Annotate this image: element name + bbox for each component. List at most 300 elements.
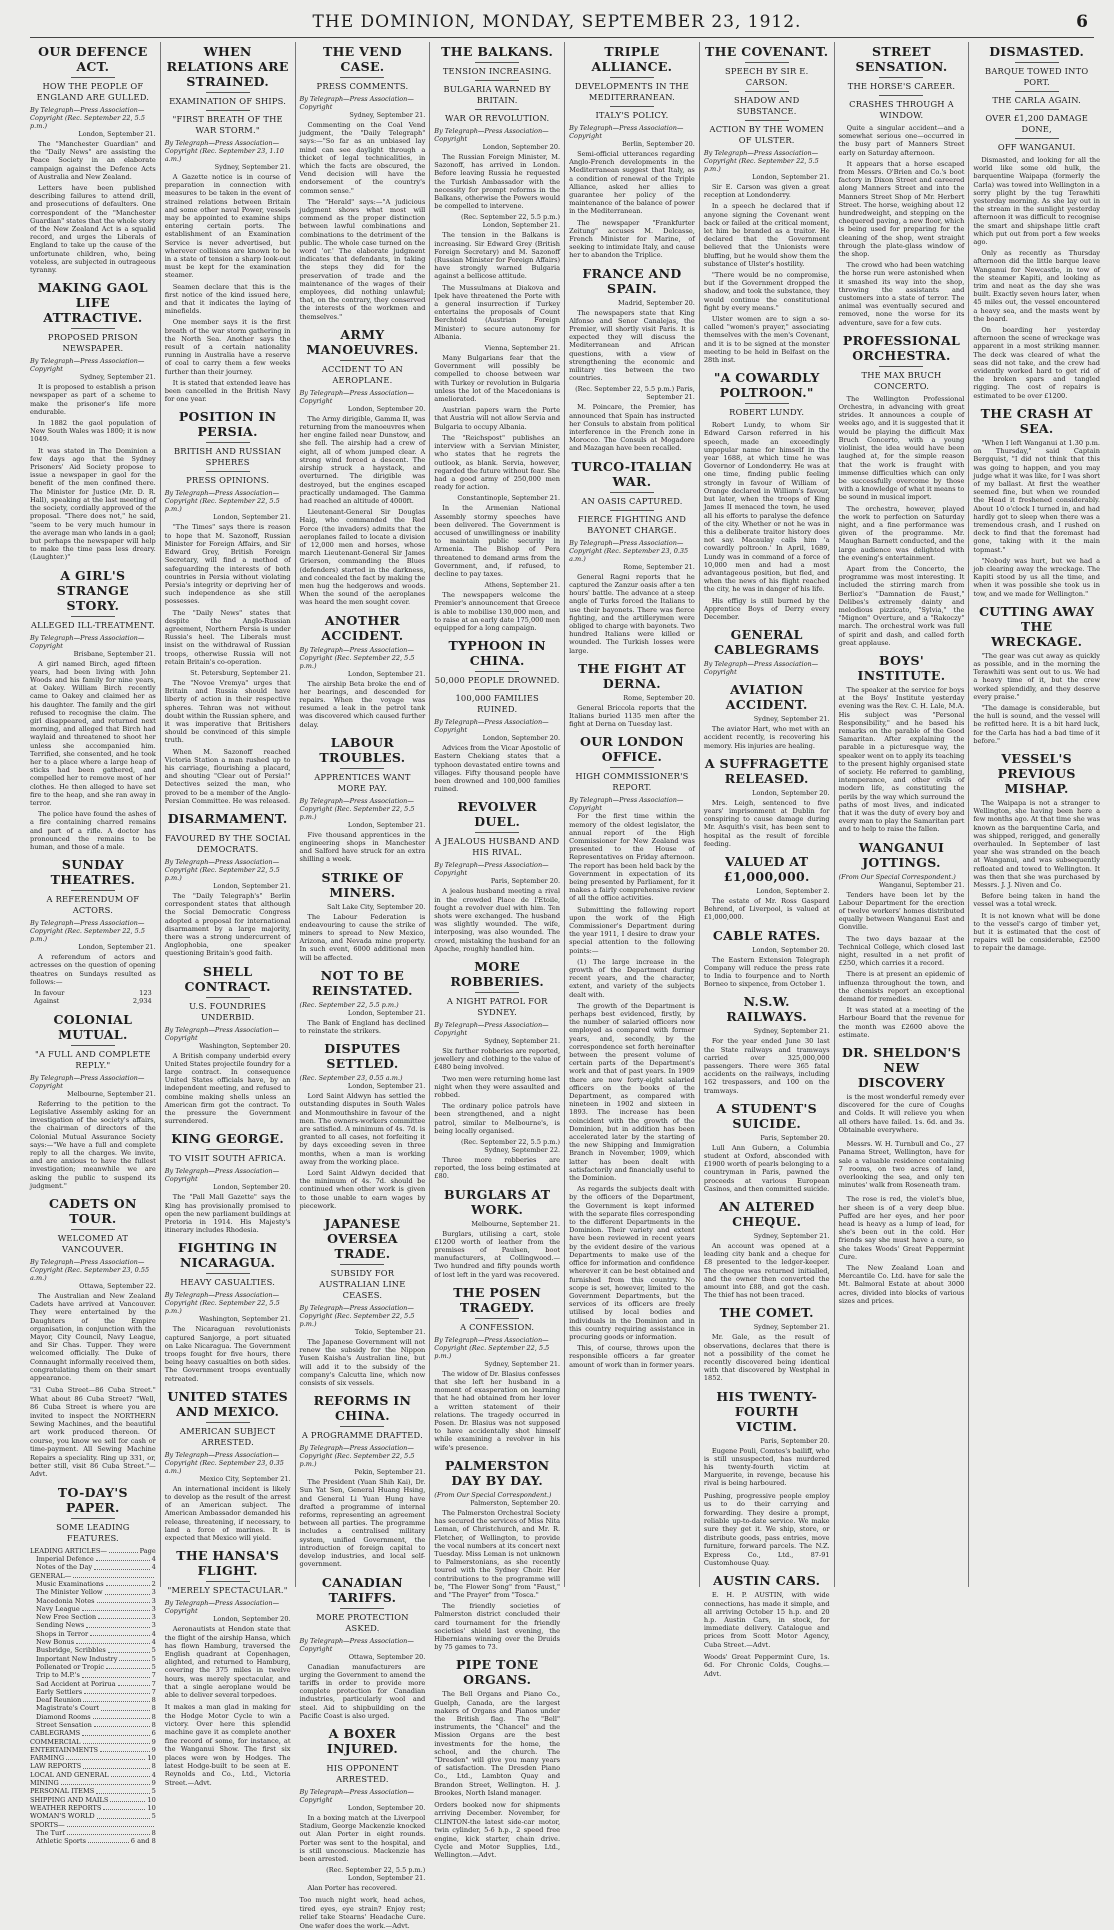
index-leader bbox=[76, 1638, 149, 1644]
contents-index bbox=[30, 1547, 156, 1846]
subheadline: BARQUE TOWED INTO PORT. bbox=[985, 66, 1089, 87]
index-page: 6 and 8 bbox=[130, 1837, 156, 1846]
headline: WANGANUI JOTTINGS. bbox=[858, 839, 945, 870]
paragraph: Lieutenant-General Sir Douglas Haig, who commanded the Red Force (the invaders) admits that the aeroplanes failed to locate a division of 12,000 men and horses, whose march Lieutenant-General Sir James Grierson, commanding the Blues (defenders) started in the darkness, and concealed the fact by making the men hug the hedgerows and woods. When the sound of the aeroplanes was heard the men sought cover. bbox=[299, 508, 426, 607]
divider bbox=[475, 832, 519, 833]
headline: SUNDAY THEATRES. bbox=[50, 857, 136, 888]
headline: KING GEORGE. bbox=[171, 1131, 285, 1147]
paragraph: The Palmerston Orchestral Society has secured the services of Miss Nita Leman, of Christchurch, and Mr. R. Fletcher, of Wellington, to provide the vocal numbers at its concert next Tuesday. Miss Leman is not unknown to Palmerstonians, as she recently toured with the Sydney Choir. Her contributions to the programme will be, "The Flower Song" from "Faust," and "The Prayer" from "Tosca." bbox=[434, 1508, 561, 1599]
subheadline: "MERELY SPECTACULAR." bbox=[167, 1585, 288, 1596]
index-item bbox=[30, 1837, 156, 1845]
article bbox=[434, 1458, 560, 1651]
divider bbox=[879, 366, 923, 367]
index-leader bbox=[103, 1804, 145, 1810]
paragraph: It was stated at a meeting of the Harbour Board that the revenue for the month was £2600 above the estimate. bbox=[838, 1006, 965, 1039]
divider bbox=[206, 110, 250, 111]
paragraph: "The damage is considerable, but the hull is sound, and the vessel will be refitted here. It is a bit hard luck, for the Carla has had a bad time of it before." bbox=[973, 703, 1100, 745]
article bbox=[839, 840, 965, 1039]
headline: PALMERSTON DAY BY DAY. bbox=[444, 1457, 550, 1488]
subheadline: 50,000 PEOPLE DROWNED. bbox=[434, 675, 560, 686]
article bbox=[30, 1485, 156, 1846]
article bbox=[165, 1240, 291, 1382]
paragraph: The "Pall Mall Gazette" says the King has provisionally promised to open the new parliament buildings at Pretoria in 1914. His Majesty's itinerary includes Rhodesia. bbox=[164, 1193, 291, 1235]
headline: THE CRASH AT SEA. bbox=[980, 405, 1093, 436]
dateline: Paris, September 20. bbox=[490, 877, 561, 886]
index-item bbox=[30, 1804, 156, 1812]
article bbox=[434, 1187, 560, 1279]
index-label: Early Settlers bbox=[36, 1687, 83, 1696]
index-item bbox=[30, 1646, 156, 1654]
paragraph: Apart from the Concerto, the programme was most interesting. It included the stirring march from Berlioz's "Damnation de Faust," Delibes's extremely dainty and melodious pizzicato, "Sylvia," the "Mignon" Overture, and a "Rakoczy" march. The orchestral work was full of spirit and dash, and called forth great applause. bbox=[838, 564, 965, 647]
byline: By Telegraph—Press Association—Copyright (Rec. September 22, 5.5 p.m.) bbox=[299, 1444, 415, 1469]
dateline: Mexico City, September 21. bbox=[199, 1474, 291, 1483]
headline: THE POSEN TRAGEDY. bbox=[453, 1284, 542, 1315]
headline: A SUFFRAGETTE RELEASED. bbox=[704, 755, 829, 786]
index-item bbox=[30, 1605, 156, 1613]
index-item bbox=[30, 1771, 156, 1779]
divider bbox=[1015, 91, 1059, 92]
byline: By Telegraph—Press Association—Copyright (Rec. September 22, 5.5 p.m.) bbox=[164, 489, 280, 514]
divider bbox=[610, 492, 654, 493]
paragraph: "The gear was cut away as quickly as possible, and in the morning the Terawhiti was sent out to us. We had a heavy time of it, but the crew worked splendidly, and they deserve every praise." bbox=[973, 651, 1100, 701]
byline: By Telegraph—Press Association—Copyright bbox=[164, 1599, 280, 1616]
subheadline: OVER £1,200 DAMAGE DONE, bbox=[985, 113, 1089, 134]
index-item bbox=[30, 1621, 156, 1629]
index-leader bbox=[101, 1704, 150, 1710]
index-item bbox=[30, 1655, 156, 1663]
column-8 bbox=[969, 42, 1104, 1587]
paragraph: The Eastern Extension Telegraph Company will reduce the press rate to India to fourpence and to North Borneo to sixpence, from October 1. bbox=[703, 955, 830, 989]
subheadline: AN OASIS CAPTURED. bbox=[581, 495, 683, 506]
index-label: Sad Accident at Porirua bbox=[36, 1679, 116, 1688]
paragraph: Letters have been published describing failures to attend drill, and prosecutions of defaulters. One correspondent of the "Manchester Guardian" states that the whole story of the New Zealand Act is a squalid record, and urges the Liberals of England to take up the cause of the unfortunate children, who, being voteless, are subjected in outrageous tyranny. bbox=[30, 184, 156, 275]
headline: DISPUTES SETTLED. bbox=[324, 1041, 401, 1072]
column-2 bbox=[161, 42, 296, 1787]
index-item bbox=[30, 1713, 156, 1721]
paragraph: Canadian manufacturers are urging the Government to amend the tariffs in order to provide more complete protection for Canadian industries, particularly wool and steel. Aid to shipbuilding on the Pacific Coast is also urged. bbox=[299, 1662, 426, 1720]
paragraph: A girl named Birch, aged fifteen years, had been living with John Woods and his family for nine years, at Oakey. William Birch recently came to Oakey and claimed her as his daughter. The family and the girl refused to recognise the claim. The girl disappeared, and returned next morning, and alleged that Birch had waylaid and threatened to shoot her unless she accompanied him. Terrified, she consented, and he took her to a place where a large heap of sticks had been gathered, and compelled her to remove most of her clothes. He then alleged to have set fire to the heap, and she ran away in terror. bbox=[30, 659, 156, 807]
paragraph: The Japanese Government will not renew the subsidy for the Nippon Yusen Kaisha's Australian line, but will add it to the subsidy of the company's Calcutta line, which now consists of six vessels. bbox=[299, 1338, 426, 1388]
paragraph: M. Poincare, the Premier, has announced that Spain has instructed her Consuls to abstain from political interference in the French zone in Morocco. The Consuls at Mogadore and Mazagan have been recalled. bbox=[569, 403, 695, 453]
paragraph: The airship Beta broke the end of her bearings, and descended for repairs. When the voyage was resumed a leak in the petrol tank was discovered which caused further delay. bbox=[299, 679, 426, 729]
subheadline: A NIGHT PATROL FOR SYDNEY. bbox=[446, 996, 548, 1017]
divider bbox=[340, 1759, 384, 1760]
divider bbox=[745, 91, 789, 92]
index-label: Shops in Terror bbox=[36, 1629, 89, 1638]
advertisement: Orders booked now for shipments arriving December. November, for CLINTON-the latest side-car motor, twin cylinder, 5-6 h.p., 2 speed free engine, kick starter, chain drive. Cycle and Motor Supplies, Ltd., Wellington.—Advt. bbox=[434, 1800, 561, 1860]
paragraph: The "Novoe Vremya" urges that Britain and Russia should have liberty of action in their respective spheres. Tehran was not without doubt within the Russian sphere, and it was imperative that Britishers should be convinced of this simple truth. bbox=[164, 678, 291, 745]
headline: A STUDENT'S SUICIDE. bbox=[716, 1100, 817, 1131]
headline: N.S.W. RAILWAYS. bbox=[726, 994, 808, 1025]
index-page: 3 bbox=[151, 1604, 156, 1613]
dateline: Sydney, September 21. bbox=[753, 1323, 830, 1332]
headline: DR. SHELDON'S NEW DISCOVERY bbox=[841, 1045, 961, 1091]
index-page: 10 bbox=[147, 1754, 156, 1763]
dateline: London, September 20. bbox=[752, 788, 830, 797]
article bbox=[30, 568, 156, 852]
article bbox=[704, 1305, 830, 1382]
dateline: Athens, September 21. bbox=[484, 581, 561, 590]
vote-row bbox=[30, 997, 156, 1005]
divider bbox=[610, 77, 654, 78]
paragraph: (1) The large increase in the growth of the Department during recent years, and the character, extent, and variety of the subjects dealt with. bbox=[569, 957, 695, 999]
article bbox=[704, 854, 830, 922]
headline: OUR LONDON OFFICE. bbox=[580, 734, 684, 765]
divider bbox=[1015, 109, 1059, 110]
article bbox=[569, 661, 695, 729]
headline: OUR DEFENCE ACT. bbox=[38, 44, 148, 74]
article bbox=[165, 964, 291, 1126]
paragraph: In a speech he declared that if anyone signing the Covenant went back or failed at the critical moment, let him be branded as a traitor. He declared that the Government believed that the Unionists were bluffing, but he would show them the substance of Ulster's hostility. bbox=[703, 202, 830, 268]
index-leader bbox=[111, 1771, 150, 1777]
article bbox=[704, 1199, 830, 1299]
index-item bbox=[30, 1779, 156, 1787]
index-page: 9 bbox=[151, 1745, 156, 1754]
dateline: Sydney, September 21. bbox=[753, 1232, 830, 1241]
divider bbox=[475, 109, 519, 110]
index-label: SPORTS— bbox=[30, 1820, 65, 1829]
byline: By Telegraph—Press Association—Copyright (Rec. September 22, 5.5 p.m.) bbox=[299, 796, 415, 821]
headline: THE HANSA'S FLIGHT. bbox=[176, 1548, 280, 1579]
divider bbox=[340, 768, 384, 769]
dateline: London, September 20. bbox=[482, 143, 561, 151]
headline: CADETS ON TOUR. bbox=[49, 1196, 137, 1227]
index-page: 3 bbox=[151, 1588, 156, 1597]
index-leader bbox=[93, 1713, 150, 1719]
dateline: St. Petersburg, September 21. bbox=[190, 668, 291, 677]
dateline: Sydney, September 21. bbox=[349, 111, 426, 119]
paragraph: One member says it is the first breath of the war storm gathering in the North Sea. Another says the result of a certain nationality running in Australia have a reserve of coal to carry them a few weeks further than their journey. bbox=[164, 318, 291, 376]
subheadline: FAVOURED BY THE SOCIAL DEMOCRATS. bbox=[164, 832, 291, 854]
masthead-title: THE DOMINION, MONDAY, SEPTEMBER 23, 1912. bbox=[312, 12, 802, 32]
byline: By Telegraph—Press Association—Copyright bbox=[569, 124, 684, 140]
index-label: Deaf Reunion bbox=[36, 1696, 82, 1705]
paragraph: It was stated in The Dominion a few days ago that the Sydney Prisoners' Aid Society propose to issue a newspaper in gaol for the benefit of the men confined there. The Minister for Justice (Mr. D. R. Hall), speaking at the last meeting of the society, cordially approved of the proposal. "There does not," he said, "seem to be very much humour in the average man who lands in a gaol; but perhaps the newspaper will help to make the time pass less dreary. (Laughter.)" bbox=[30, 446, 156, 562]
article bbox=[165, 409, 291, 805]
index-page: 4 bbox=[151, 1555, 156, 1564]
page-number: 6 bbox=[1076, 12, 1088, 32]
paragraph: Alan Porter has recovered. bbox=[307, 1884, 398, 1893]
paragraph: In a boxing match at the Liverpool Stadium, George Mackenzie knocked out Alan Porter in eight rounds. Porter was sent to the hospital, and is still unconscious. Mackenzie has been arrested. bbox=[299, 1813, 426, 1863]
paragraph: Three more robberies are reported, the loss being estimated at £80. bbox=[434, 1156, 561, 1181]
divider bbox=[745, 120, 789, 121]
paragraph: "Nobody was hurt, but we had a job clearing away the wreckage. The Kapiti stood by us all the time, and when it was possible she took us in tow, and we made for Wellington." bbox=[973, 556, 1100, 598]
dateline: Melbourne, September 21. bbox=[67, 1089, 156, 1098]
paragraph: Mr. Gale, as the result of observations, declares that there is not a possibility of the comet he recently discovered being identical with that discovered by Westphal in 1852. bbox=[703, 1333, 830, 1383]
subheadline: DEVELOPMENTS IN THE MEDITERRANEAN. bbox=[574, 81, 689, 102]
paragraph: An international incident is likely to develop as the result of the arrest of an American subject. The American Ambassador demanded his release, threatening, if necessary, to land a force of marines. It is expected that Mexico will yield. bbox=[164, 1484, 291, 1543]
paragraph: Submitting the following report upon the work of the High Commissioner's Department during the year 1911, I desire to draw your special attention to the following points:— bbox=[569, 905, 695, 955]
paragraph: Sir E. Carson was given a great reception at Londonderry. bbox=[703, 183, 830, 200]
index-item bbox=[30, 1580, 156, 1588]
paragraph: It is proposed to establish a prison newspaper as part of a scheme to make the prisoner's life more endurable. bbox=[30, 383, 156, 416]
article bbox=[300, 968, 426, 1035]
column-6 bbox=[700, 42, 835, 1678]
column-3 bbox=[296, 42, 431, 1930]
index-leader bbox=[118, 1680, 150, 1686]
headline: JAPANESE OVERSEA TRADE. bbox=[324, 1216, 401, 1262]
index-label: Music Examinations bbox=[36, 1579, 104, 1588]
paragraph: E. H. P. AUSTIN, with wide connections, has made it simple, and all arriving October 15 h.p. and 20 h.p. Austin Cars, in stock, for immediate delivery. Catalogue and prices from Scott Motor Agency, Cuba Street.—Advt. bbox=[703, 1591, 830, 1649]
byline: By Telegraph—Press Association—Copyright bbox=[299, 388, 414, 405]
paragraph: The newspapers state that King Alfonso and Senor Canalejas, the Premier, will shortly visit Paris. It is expected they will discuss the Mediterranean and African questions, with a view of strengthening the economic and military ties between the two countries. bbox=[569, 308, 695, 383]
article bbox=[839, 333, 965, 647]
article bbox=[839, 1140, 965, 1189]
article bbox=[839, 1045, 965, 1134]
index-leader bbox=[106, 1663, 149, 1669]
dateline: London, September 20. bbox=[347, 404, 426, 413]
advertisement: "31 Cuba Street—86 Cuba Street." What about 86 Cuba Street? "Well, 86 Cuba Street is where you are invited to inspect the NORTHERN Sewing Machines, and the beautiful art work produced thereon. Of course, you know we sell for cash or time-payment. All Sewing Machine Repairs a speciality. Ring up 331, or, better still, visit 86 Cuba Street."—Advt. bbox=[30, 1386, 156, 1479]
byline: By Telegraph—Press Association—Copyright bbox=[299, 1636, 414, 1653]
subheadline: SUBSIDY FOR AUSTRALIAN LINE CEASES. bbox=[319, 1268, 406, 1301]
dateline: (Rec. September 22, 5.5 p.m.) London, September 21. bbox=[326, 1866, 426, 1883]
index-leader bbox=[94, 1563, 149, 1569]
index-label: Navy League bbox=[36, 1604, 80, 1613]
headline: LABOUR TROUBLES. bbox=[319, 734, 406, 765]
article bbox=[30, 857, 156, 1006]
paragraph: Many Bulgarians fear that the Government will possibly be compelled to choose between war with Turkey or revolution in Bulgaria unless the lot of the Macedonians is ameliorated. bbox=[434, 354, 561, 404]
headline: TRIPLE ALLIANCE. bbox=[591, 44, 673, 74]
subheadline: MORE PROTECTION ASKED. bbox=[316, 1611, 409, 1633]
paragraph: The Mussulmans at Diakova and Ipek have threatened the Porte with a general insurrection if Turkey entertains the proposals of Count Berchtold (Austrian Foreign Minister) to secure autonomy for Albania. bbox=[434, 283, 561, 341]
subheadline: U.S. FOUNDRIES UNDERBID. bbox=[189, 1000, 267, 1022]
article bbox=[704, 994, 830, 1094]
index-label: LEADING ARTICLES— bbox=[30, 1546, 107, 1555]
divider bbox=[475, 80, 519, 81]
paragraph: The "Herald" says:—"A judicious judgment shows what most will commend as the proper distinction between lawful combinations and combinations to the detriment of the public. The whole case turned on the word 'or.' The elaborate judgment indicates that defendants, in taking the steps they did for the preservation of trade and the maintenance of the wages of their employees, did nothing unlawful; that, on the contrary, they conserved the interests of the workmen and themselves." bbox=[299, 197, 426, 321]
index-item bbox=[30, 1821, 156, 1829]
paragraph: The newspapers welcome the Premier's announcement that Greece is able to mobilise 130,000 men, and to raise at an early date 175,000 men equipped for a long campaign. bbox=[434, 591, 561, 632]
paragraph: This, of course, throws upon the responsible officers a far greater amount of work than in former years. bbox=[569, 1344, 695, 1369]
paragraph: The aviator Hart, who met with an accident recently, is recovering his memory. His injuries are healing. bbox=[703, 725, 830, 750]
divider bbox=[879, 77, 923, 78]
paragraph: It is stated that extended leave has been cancelled in the British Navy for one year. bbox=[164, 378, 291, 404]
byline: By Telegraph—Press Association—Copyright (Rec. September 22, 5.5 p.m.) bbox=[434, 1335, 550, 1360]
dateline: London, September 21. bbox=[213, 881, 291, 890]
dateline: Sydney, September 21. bbox=[484, 1037, 561, 1045]
paragraph: The police have found the ashes of a fire containing charred remains and part of a rifle. A doctor has pronounced the remains to be human, and those of a male. bbox=[30, 810, 156, 851]
article bbox=[434, 1285, 560, 1452]
index-page: Page bbox=[139, 1546, 156, 1555]
dateline: Washington, September 21. bbox=[199, 1315, 291, 1324]
index-item bbox=[30, 1704, 156, 1712]
index-label: PERSONAL ITEMS bbox=[30, 1787, 95, 1796]
headline: THE BALKANS. bbox=[441, 44, 554, 59]
paragraph: The "Manchester Guardian" and the "Daily News" are assisting the Peace Society in an elaborate campaign against the Defence Acts of Australia and New Zealand. bbox=[30, 140, 156, 181]
dateline: London, September 2. bbox=[756, 886, 830, 895]
divider bbox=[340, 1426, 384, 1427]
article bbox=[839, 1195, 965, 1305]
paragraph: Commenting on the Coal Vend judgment, the "Daily Telegraph" says:—"So far as an unbiased lay mind can see daylight through a thicket of legal technicalities, in which the facts are obscured, the Vend decision will have the endorsement of the country's common sense." bbox=[299, 121, 426, 195]
article bbox=[30, 280, 156, 561]
article bbox=[165, 811, 291, 958]
index-page: 8 bbox=[151, 1828, 156, 1837]
headline: REVOLVER DUEL. bbox=[457, 799, 537, 830]
headline: VESSEL'S PREVIOUS MISHAP. bbox=[997, 750, 1076, 796]
index-label: LAW REPORTS bbox=[30, 1762, 82, 1771]
index-item bbox=[30, 1721, 156, 1729]
headline: BOYS' INSTITUTE. bbox=[857, 652, 946, 683]
article bbox=[704, 1389, 830, 1568]
masthead-rule bbox=[30, 37, 1094, 38]
paragraph: The widow of Dr. Blasius confesses that she left her husband in a moment of exasperation on learning that he had obtained from her lover a written statement of their relations. The tragedy occurred in Posen. Dr. Blasius was not supposed to have accidentally shot himself while examining a revolver in his wife's presence. bbox=[434, 1369, 561, 1452]
index-page: 4 bbox=[151, 1563, 156, 1572]
article bbox=[434, 638, 560, 793]
vote-row bbox=[30, 989, 156, 997]
vote-label: In favour bbox=[34, 989, 65, 997]
index-label: Athletic Sports bbox=[36, 1837, 86, 1846]
headline: ARMY MANOEUVRES. bbox=[306, 326, 419, 357]
dateline: London, September 20. bbox=[213, 1615, 291, 1624]
index-page: 9 bbox=[151, 1779, 156, 1788]
article bbox=[300, 870, 426, 962]
index-label: Macedonia Notes bbox=[36, 1596, 95, 1605]
divider bbox=[475, 992, 519, 993]
byline: By Telegraph—Press Association—Copyright bbox=[299, 95, 414, 111]
index-label: New Free Section bbox=[36, 1613, 97, 1622]
paragraph: It is not known what will be done to the vessel's cargo of timber yet, but it is estimated that the cost of repairs will be considerable, £2500 to repair the damage. bbox=[973, 911, 1100, 953]
article bbox=[300, 613, 426, 729]
index-label: COMMERCIAL bbox=[30, 1737, 81, 1746]
headline: WHEN RELATIONS ARE STRAINED. bbox=[166, 44, 289, 89]
index-label: Important New Industry bbox=[36, 1654, 118, 1663]
byline: By Telegraph—Press Association—Copyright bbox=[434, 861, 549, 878]
index-leader bbox=[109, 1547, 138, 1553]
paragraph: "There would be no compromise, but if the Government dropped the shadow, and took the substance, they would continue the constitutional fight by every means." bbox=[703, 271, 830, 312]
dateline: Paris, September 20. bbox=[760, 1133, 830, 1142]
headline: PIPE TONE ORGANS. bbox=[455, 1657, 539, 1688]
paragraph: His effigy is still burned by the Apprentice Boys of Derry every December. bbox=[703, 596, 830, 621]
divider bbox=[879, 95, 923, 96]
subheadline: HEAVY CASUALTIES. bbox=[180, 1277, 276, 1288]
index-leader bbox=[119, 1655, 149, 1661]
paragraph: The growth of the Department is perhaps best evidenced, firstly, by the number of salaried officers now employed as compared with former years, and, secondly, by the correspondence set forth hereinafter between the present volume of certain parts of the Department's work and that of past years. In 1909 there are now forty-eight salaried officers on the books of the Department, as compared with nineteen in 1902 and sixteen in 1893. The increase has been coincident with the growth of the Dominion, but in addition has been accelerated later by the starting of the new Shipping and Immigration Branch in November, 1909, which latter has been dealt with satisfactorily and financially useful to the Dominion. bbox=[569, 1001, 695, 1183]
index-item bbox=[30, 1638, 156, 1646]
index-page: 7 bbox=[151, 1679, 156, 1688]
index-label: Notes of the Day bbox=[36, 1563, 93, 1572]
paragraph: The Army dirigible, Gamma II, was returning from the manoeuvres when her engine failed near Dunstow, and she fell. The airship had a crew of eight, all of whom jumped clear. A strong wind forced a descent. The airship struck a haystack, and overturned. The dirigible was destroyed, but the engines escaped practically undamaged. The Gamma had reached an altitude of 4000ft. bbox=[299, 414, 426, 505]
paragraph: The newspaper "Frankfurter Zeitung" accuses M. Delcasse, French Minister for Marine, of seeking to intimidate Italy, and cause her to abandon the Triplice. bbox=[569, 218, 695, 260]
dateline: (Rec. September 22, 5.5 p.m.) Paris, September 21. bbox=[575, 385, 695, 402]
byline: By Telegraph—Press Association—Copyright bbox=[434, 718, 549, 735]
index-page: 10 bbox=[147, 1795, 156, 1804]
headline: GENERAL CABLEGRAMS bbox=[714, 627, 820, 658]
paragraph: Two men were returning home last night when they were assaulted and robbed. bbox=[434, 1074, 561, 1100]
article bbox=[973, 406, 1100, 598]
subheadline: AMERICAN SUBJECT ARRESTED. bbox=[179, 1425, 276, 1447]
divider bbox=[475, 689, 519, 690]
paragraph: A British company underbid every United States projectile foundry for a large contract. In consequence United States officials have, by an independent meeting, and refused to combine making shells unless an American firm got the contract. To the pressure the Government surrendered. bbox=[164, 1051, 291, 1126]
subheadline: APPRENTICES WANT MORE PAY. bbox=[314, 771, 411, 793]
divider bbox=[340, 1608, 384, 1609]
index-page: 2 bbox=[151, 1579, 156, 1588]
paragraph: When M. Sazonoff reached Victoria Station a man rushed up to his carriage, flourishing a placard, and shouting "Clear out of Persia!" Detectives seized the man, who proved to be a member of the Anglo-Persian Committee. He was released. bbox=[164, 747, 291, 805]
headline: PROFESSIONAL ORCHESTRA. bbox=[842, 332, 961, 363]
subheadline: THE MAX BRUCH CONCERTO. bbox=[861, 369, 942, 391]
dateline: Pekin, September 21. bbox=[354, 1468, 426, 1477]
paragraph: The ordinary police patrols have been strengthened, and a night patrol, similar to Melbourne's, is being locally organised. bbox=[434, 1102, 561, 1135]
index-item bbox=[30, 1613, 156, 1621]
index-page: 4 bbox=[151, 1638, 156, 1647]
subheadline: BRITISH AND RUSSIAN SPHERES bbox=[173, 446, 282, 468]
subheadline: TENSION INCREASING. bbox=[442, 66, 552, 76]
divider bbox=[745, 403, 789, 404]
byline: By Telegraph—Press Association—Copyright bbox=[703, 660, 819, 677]
headline: A GIRL'S STRANGE STORY. bbox=[56, 567, 129, 613]
headline: POSITION IN PERSIA. bbox=[178, 409, 277, 440]
subheadline: TO VISIT SOUTH AFRICA. bbox=[169, 1153, 287, 1164]
index-label: Diamond Rooms bbox=[36, 1712, 91, 1721]
paragraph: There is at present an epidemic of influenza throughout the town, and the chemists report an exceptional demand for remedies. bbox=[838, 970, 965, 1004]
paragraph: The speaker at the service for boys at the Boys' Institute yesterday evening was the Rev. C. H. Lale, M.A. His subject was "Personal Responsibility," and he based his remarks on the parable of the Good Samaritan. After explaining the parable in a picturesque way, the speaker went on to apply its teaching to the present highly organised state of society. He referred to gambling, intemperance, and other evils of modern life, as constituting the perils by the way which surround the paths of most lives, and indicated that it was the duty of every boy and every man to play the Samaritan part and to help to raise the fallen. bbox=[838, 685, 965, 834]
headline: AVIATION ACCIDENT. bbox=[725, 682, 808, 713]
article bbox=[839, 44, 965, 327]
divider bbox=[745, 62, 789, 63]
paragraph: is the most wonderful remedy ever discovered for the cure of Coughs and Colds. It will relieve you when all others have failed. 1s. 6d. and 3s. Obtainable everywhere. bbox=[838, 1093, 965, 1134]
index-item bbox=[30, 1630, 156, 1638]
headline: "A COWARDLY POLTROON." bbox=[713, 370, 820, 401]
byline: By Telegraph—Press Association—Copyright bbox=[30, 1073, 145, 1090]
paragraph: In the Armenian National Assembly stormy speeches have been delivered. The Government is accused of unwillingness or inability to maintain public security in Armenia. The Bishop of Pera threatened to demand arms from the Government, and, if refused, to decline to pay taxes. bbox=[434, 504, 561, 578]
index-leader bbox=[90, 1630, 149, 1636]
divider bbox=[206, 1581, 250, 1582]
paragraph: The "Daily Telegraph's" Berlin correspondent states that although the Social Democratic Congress adopted a proposal for international disarmament by a large majority, there was a strong undercurrent of Anglophobia, one speaker questioning Britain's good faith. bbox=[164, 891, 291, 958]
paragraph: The Wellington Professional Orchestra, in advancing with great strides. It announces a couple of weeks ago, and it is suggested that it would be playing the difficult Max Bruch Concerto, with a young violinist, the idea would have been laughed at, for the simple reason that the work is fraught with immense difficulties which can only be successfully overcome by those with a knowledge of what it means to be sound in musical import. bbox=[838, 394, 965, 502]
divider bbox=[71, 328, 115, 329]
paragraph: Eugene Pouli, Comtes's bailiff, who is still unsuspected, has murdered his twenty-fourth victim at Marguerite, in revenge, because his rival is being harboured. bbox=[703, 1446, 830, 1488]
index-page: 8 bbox=[151, 1704, 156, 1713]
dateline: London, September 21. bbox=[347, 820, 426, 829]
dateline: Tokio, September 21. bbox=[354, 1328, 426, 1337]
divider bbox=[610, 510, 654, 511]
headline: THE COVENANT. bbox=[705, 44, 829, 59]
index-label: WEATHER REPORTS bbox=[30, 1803, 102, 1812]
subheadline: PRESS COMMENTS. bbox=[316, 81, 409, 91]
paragraph: An account was opened at a leading city bank and a cheque for £8 presented to the ledger-keeper. The cheque was returned initialled, and the owner then converted the amount into £88, and got the cash. The thief has not been traced. bbox=[703, 1242, 830, 1300]
subheadline: A JEALOUS HUSBAND AND HIS RIVAL. bbox=[435, 836, 560, 858]
paragraph: The "Reichspost" publishes an interview with a Servian Minister, who states that he regrets the outlook, as blank. Servia, however, regarded the future without fear. She had a good army of 250,000 men ready for action. bbox=[434, 433, 561, 492]
index-page: 7 bbox=[151, 1687, 156, 1696]
byline: By Telegraph—Press Association—Copyright bbox=[164, 1167, 280, 1184]
headline: CANADIAN TARIFFS. bbox=[321, 1574, 403, 1605]
index-leader bbox=[97, 1597, 150, 1603]
dateline: Sydney, September 21. bbox=[753, 715, 830, 724]
article bbox=[165, 1548, 291, 1787]
advertisement: Too much night work, head aches, tired eyes, eye strain? Enjoy rest; relief take Stearns' Headache Cure. One wafer does the work.—Advt. bbox=[299, 1896, 426, 1930]
index-item bbox=[30, 1680, 156, 1688]
index-leader bbox=[105, 1588, 150, 1594]
index-leader bbox=[66, 1754, 145, 1760]
paragraph: Lull Ann Gubern, a Columbia student at Oxford, absconded with £1900 worth of pearls belonging to a countryman in Paris, pawned the proceeds at various European Casinos, and then committed suicide. bbox=[703, 1143, 830, 1193]
article bbox=[300, 1393, 426, 1568]
byline: By Telegraph—Press Association—Copyright bbox=[164, 1025, 280, 1042]
byline: By Telegraph—Press Association—Copyright (Rec. September 23, 0.35 a.m.) bbox=[164, 1450, 284, 1475]
paragraph: The Australian and New Zealand Cadets have arrived at Vancouver. They were entertained by the Daughters of the Empire organisation, in conjunction with the Mayor, City Council, Navy League, and Sir Chas. Tupper. They were welcomed officially. The Duke of Connaught informally received them, congratulating them on their smart appearance. bbox=[30, 1292, 156, 1383]
dateline: Paris, September 20. bbox=[760, 1436, 830, 1445]
index-page: 4 bbox=[151, 1629, 156, 1638]
article bbox=[434, 959, 560, 1181]
byline: By Telegraph—Press Association—Copyright bbox=[569, 796, 684, 813]
article bbox=[704, 1573, 830, 1678]
index-label: Pollenated or Tropic bbox=[36, 1662, 105, 1671]
index-item bbox=[30, 1762, 156, 1770]
index-leader bbox=[83, 1696, 149, 1702]
index-page: 7 bbox=[151, 1671, 156, 1680]
divider bbox=[340, 77, 384, 78]
divider bbox=[610, 767, 654, 768]
subheadline: ROBERT LUNDY. bbox=[729, 407, 805, 418]
index-item bbox=[30, 1754, 156, 1762]
